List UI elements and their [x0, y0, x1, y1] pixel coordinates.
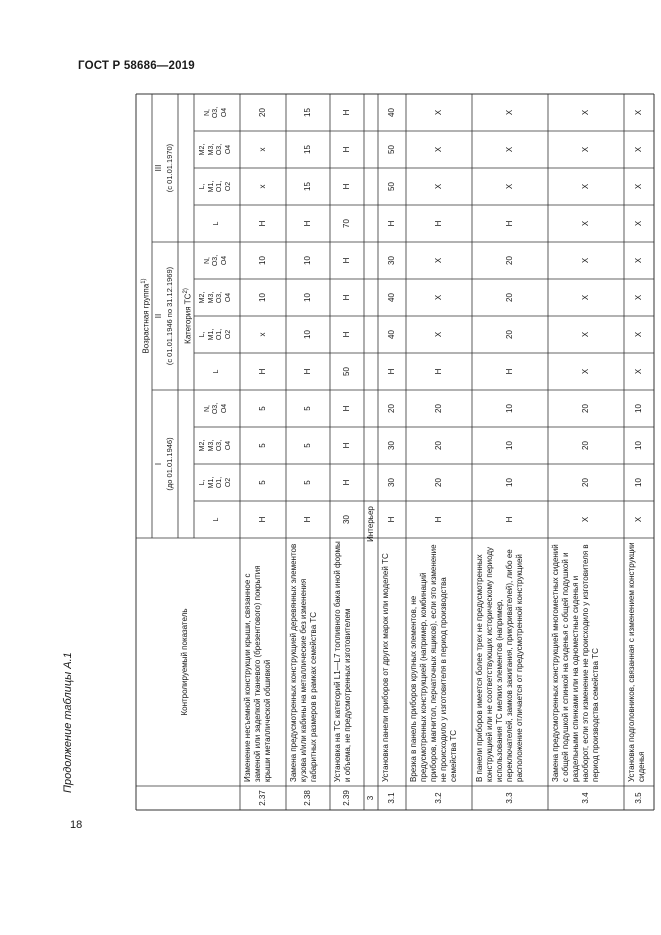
row-number: 2.37 — [258, 790, 267, 806]
score-cell: Н — [505, 368, 514, 375]
row-number: 3.1 — [387, 792, 396, 804]
score-cell: Х — [434, 257, 443, 264]
vehicle-category-code: O3, — [212, 402, 219, 415]
vehicle-category-code: M1, — [207, 180, 215, 193]
row-number: 3.4 — [581, 792, 590, 804]
score-cell: Н — [342, 183, 351, 190]
score-cell: Х — [634, 516, 643, 523]
vehicle-category-code: O4 — [224, 292, 232, 303]
indicator-text: Замена предусмотренных конструкцией деревянных элементов кузова и/или кабины на металлические без изменения габаритных размеров в рамках семейства ТС — [289, 543, 318, 782]
vehicle-category-code: L — [212, 369, 220, 374]
score-cell: 10 — [634, 441, 643, 450]
score-cell: 10 — [634, 404, 643, 413]
indicator-text: Изменение несъемной конструкции крыши, связанное с заменой или заделкой тканевого (брезентового) покрытия крыши металлической обшивкой — [243, 565, 272, 782]
score-cell: 5 — [258, 480, 267, 485]
table-grid — [136, 94, 595, 810]
score-cell: 20 — [581, 478, 590, 487]
score-cell: 5 — [303, 406, 312, 411]
score-cell: Х — [634, 109, 643, 116]
vehicle-category-code: M1, — [207, 476, 215, 489]
vehicle-category-code: O1, — [216, 328, 223, 341]
score-cell: 30 — [387, 441, 396, 450]
document-header: ГОСТ Р 58686—2019 — [78, 60, 195, 72]
indicator-text: Врезка в панель приборов крупных элементов, не предусмотренных конструкцией (например, комбинаций приборов, магнитол, перчаточных ящиков), если это изменение не происходило у изготовителя в период производства семейства ТС — [409, 544, 458, 782]
score-cell: 10 — [505, 441, 514, 450]
vehicle-category-code: O3, — [216, 291, 223, 304]
vehicle-category-code: O1, — [216, 476, 223, 489]
score-cell: 30 — [387, 478, 396, 487]
section-title: Интерьер — [366, 506, 375, 542]
vehicle-category-code: M3, — [207, 439, 215, 452]
vehicle-category-cell — [199, 477, 233, 489]
vehicle-category-code: O4 — [220, 403, 228, 414]
vehicle-category-code: M3, — [207, 143, 215, 156]
score-cell: 15 — [303, 108, 312, 117]
vehicle-category-code: M1, — [207, 328, 215, 341]
score-cell: 10 — [258, 293, 267, 302]
vehicle-category-code: O2 — [224, 477, 232, 488]
score-cell: 10 — [303, 256, 312, 265]
score-cell: х — [258, 332, 267, 337]
score-cell: Х — [505, 109, 514, 116]
age-group-footnote-ref: 1) — [141, 278, 147, 284]
age-group-header: Возрастная группа$^{1)}$ — [141, 278, 151, 354]
score-cell: 5 — [258, 443, 267, 448]
score-cell: Х — [634, 183, 643, 190]
score-cell: Н — [342, 294, 351, 301]
score-cell: Н — [342, 257, 351, 264]
score-cell: Х — [634, 146, 643, 153]
vehicle-category-code: L, — [199, 331, 206, 338]
vehicle-category-cell — [204, 403, 230, 414]
vehicle-category-code: M2, — [199, 143, 206, 156]
age-group-roman: I — [154, 462, 163, 466]
vehicle-category-code: O2 — [224, 329, 232, 340]
table-continuation-label: Продолжение таблицы А.1 — [62, 652, 74, 793]
vehicle-category-code: O4 — [220, 107, 228, 118]
row-number: 2.38 — [303, 790, 312, 806]
vehicle-category-code: O4 — [224, 144, 232, 155]
indicator-column-header: Контролируемый показатель — [180, 608, 189, 716]
vehicle-category-code: O4 — [220, 255, 228, 266]
vehicle-category-cell — [199, 292, 233, 304]
vehicle-category-code: O3, — [216, 439, 223, 452]
vehicle-category-code: O3, — [212, 106, 219, 119]
score-cell: Х — [505, 146, 514, 153]
vehicle-category-code: O1, — [216, 180, 223, 193]
score-cell: 20 — [434, 478, 443, 487]
vehicle-category-code: N, — [203, 109, 211, 117]
score-cell: 10 — [505, 404, 514, 413]
score-cell: Н — [342, 442, 351, 449]
score-cell: Н — [505, 516, 514, 523]
score-cell: Н — [342, 331, 351, 338]
row-number: 3.2 — [434, 792, 443, 804]
score-cell: Х — [634, 331, 643, 338]
row-number: 3 — [366, 795, 375, 801]
score-cell: 50 — [387, 182, 396, 191]
score-cell: 10 — [258, 256, 267, 265]
vehicle-category-cell — [199, 329, 233, 341]
score-cell: 10 — [505, 478, 514, 487]
rotated-table — [136, 94, 646, 810]
score-cell: 5 — [303, 480, 312, 485]
score-cell: Н — [258, 220, 267, 227]
vehicle-category-code: L, — [199, 479, 206, 486]
score-cell: 40 — [387, 330, 396, 339]
score-cell: 5 — [258, 406, 267, 411]
score-cell: Н — [387, 516, 396, 523]
score-cell: Н — [303, 220, 312, 227]
score-cell: Н — [434, 220, 443, 227]
score-cell: Н — [342, 405, 351, 412]
score-cell: 10 — [303, 330, 312, 339]
score-cell: Х — [634, 257, 643, 264]
age-group-period: (до 01.01.1946) — [165, 437, 174, 491]
score-cell: Х — [581, 109, 590, 116]
row-number: 3.3 — [505, 792, 514, 804]
page-number: 18 — [70, 819, 83, 831]
score-cell: 40 — [387, 293, 396, 302]
score-cell: Н — [258, 516, 267, 523]
score-cell: Х — [434, 183, 443, 190]
score-cell: Х — [581, 294, 590, 301]
age-group-period: (с 01.01.1970) — [165, 143, 174, 193]
score-cell: 50 — [387, 145, 396, 154]
score-cell: 30 — [342, 515, 351, 524]
score-cell: Х — [581, 183, 590, 190]
age-group-roman: II — [154, 313, 163, 319]
score-cell: Х — [434, 146, 443, 153]
vehicle-category-cell — [204, 255, 230, 266]
vehicle-category-cell — [213, 518, 222, 522]
row-number: 3.5 — [634, 792, 643, 804]
score-cell: 20 — [387, 404, 396, 413]
vehicle-category-code: O4 — [224, 440, 232, 451]
score-cell: Н — [505, 220, 514, 227]
score-cell: Х — [581, 368, 590, 375]
score-cell: 10 — [634, 478, 643, 487]
score-cell: Н — [434, 368, 443, 375]
vehicle-category-code: N, — [203, 405, 211, 413]
score-cell: Х — [581, 220, 590, 227]
score-cell: Х — [505, 183, 514, 190]
score-cell: Н — [387, 368, 396, 375]
vehicle-category-footnote-ref: 2) — [183, 288, 189, 294]
score-cell: 40 — [387, 108, 396, 117]
score-cell: Х — [581, 516, 590, 523]
vehicle-category-code: L — [212, 517, 220, 522]
vehicle-category-cell — [199, 181, 233, 193]
score-cell: Х — [634, 294, 643, 301]
score-cell: 20 — [434, 441, 443, 450]
score-cell: 15 — [303, 145, 312, 154]
score-cell: 5 — [303, 443, 312, 448]
vehicle-category-code: O2 — [224, 181, 232, 192]
score-cell: 10 — [303, 293, 312, 302]
row-number: 2.39 — [342, 790, 351, 806]
indicator-text: Установка на ТС категорий L1—L7 топливного бака иной формы и объема, не предусмотренных изготовителем — [333, 541, 352, 782]
score-cell: Х — [634, 368, 643, 375]
vehicle-category-cell — [213, 370, 222, 374]
score-cell: х — [258, 184, 267, 189]
vehicle-category-code: M3, — [207, 291, 215, 304]
score-cell: Н — [387, 220, 396, 227]
age-group-period: (с 01.01.1946 по 31.12.1969) — [165, 266, 174, 366]
vehicle-category-code: O3, — [216, 143, 223, 156]
score-cell: 70 — [342, 219, 351, 228]
score-cell: Х — [634, 220, 643, 227]
score-cell: 20 — [581, 441, 590, 450]
score-cell: Х — [581, 257, 590, 264]
vehicle-category-cell — [213, 222, 222, 226]
score-cell: х — [258, 147, 267, 152]
score-cell: Н — [303, 516, 312, 523]
score-cell: Н — [342, 146, 351, 153]
vehicle-category-cell — [199, 440, 233, 452]
indicator-text: Замена предусмотренных конструкцией многоместных сидений с общей подушкой и спинкой на сиденья с общей подушкой и раздельными спинками или на одноместные сиденья и наоборот, если это изменение не происходило у изготовителя в период производства семейства ТС — [551, 544, 600, 782]
vehicle-category-cell — [199, 144, 233, 156]
score-cell: Н — [342, 109, 351, 116]
indicator-text: Установка панели приборов от других марок или моделей ТС — [381, 553, 390, 782]
score-cell: Х — [581, 146, 590, 153]
score-cell: 20 — [581, 404, 590, 413]
indicator-text: В панели приборов имеется более трех не предусмотренных конструкцией или не соответствующих историческому периоду использования ТС мелких элементов (например, переключателей, замков зажигания, прикуривателей), либо ее расположение отличается от предусмотренной конструкцией — [475, 546, 524, 782]
score-cell: 20 — [505, 293, 514, 302]
vehicle-category-code: M2, — [199, 439, 206, 452]
score-cell: Н — [342, 479, 351, 486]
score-cell: Х — [434, 109, 443, 116]
vehicle-category-header: Категория ТС$^{2)}$ — [183, 288, 193, 344]
age-group-roman: III — [154, 164, 163, 172]
score-cell: Н — [303, 368, 312, 375]
indicator-text: Установка подголовников, связанная с изменением конструкции сиденья — [627, 542, 646, 782]
score-cell: Н — [434, 516, 443, 523]
score-cell: 20 — [505, 256, 514, 265]
score-cell: Х — [434, 331, 443, 338]
vehicle-category-cell — [204, 107, 230, 118]
score-cell: 20 — [434, 404, 443, 413]
score-cell: Х — [581, 331, 590, 338]
vehicle-category-code: L, — [199, 183, 206, 190]
score-cell: Н — [258, 368, 267, 375]
score-cell: 20 — [258, 108, 267, 117]
score-cell: Х — [434, 294, 443, 301]
score-cell: 30 — [387, 256, 396, 265]
score-cell: 20 — [505, 330, 514, 339]
vehicle-category-code: M2, — [199, 291, 206, 304]
score-cell: 50 — [342, 367, 351, 376]
score-cell: 15 — [303, 182, 312, 191]
vehicle-category-code: N, — [203, 257, 211, 265]
vehicle-category-code: O3, — [212, 254, 219, 267]
vehicle-category-code: L — [212, 221, 220, 226]
